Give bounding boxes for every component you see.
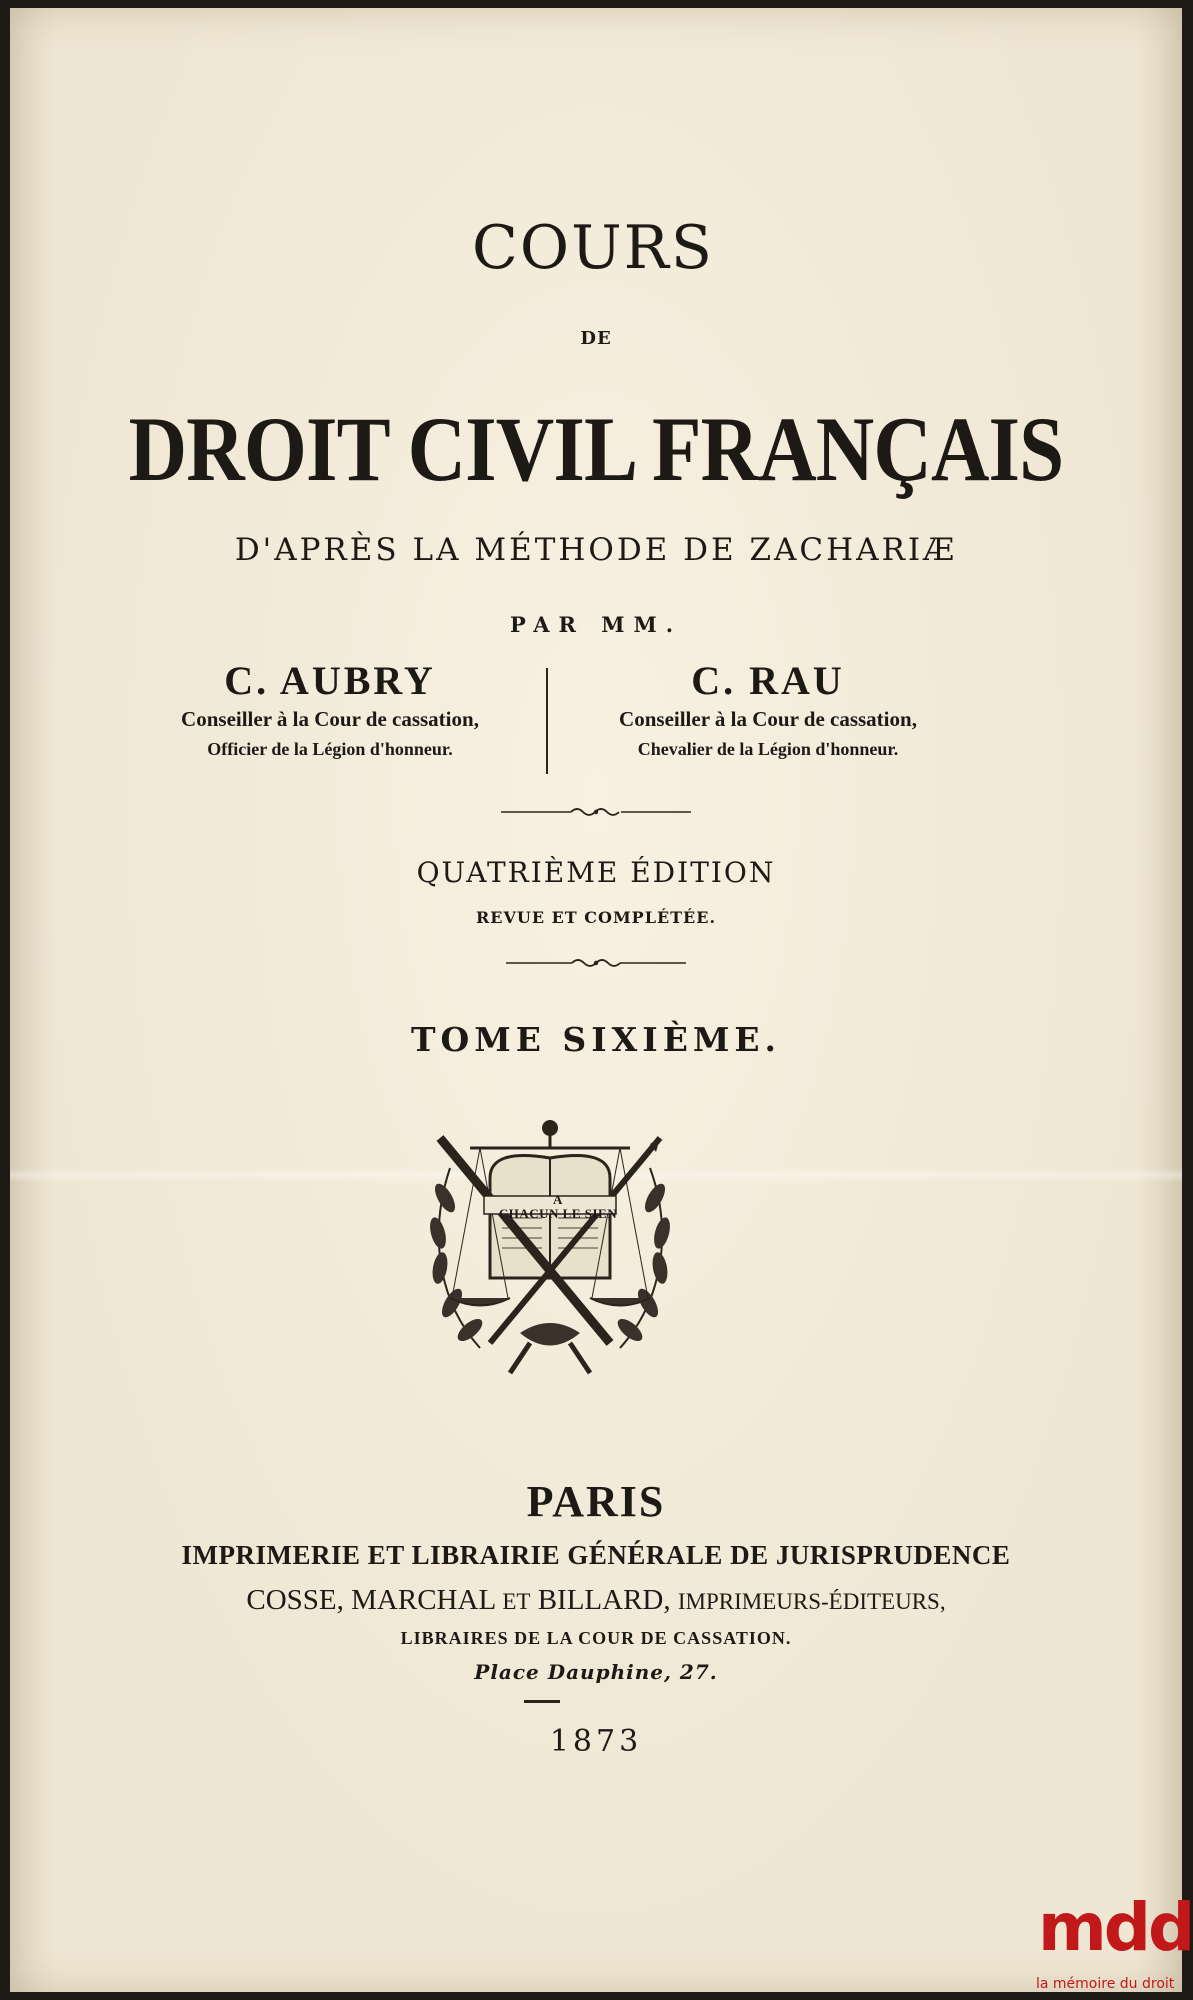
author-honor-line: Chevalier de la Légion d'honneur. [637,739,899,759]
justice-emblem-icon [410,1108,690,1388]
publisher-names: COSSE, MARCHAL [246,1584,503,1616]
author-name: C. RAU [691,658,845,703]
ornament-rule-bottom [10,957,1182,969]
mdd-logo [1030,1888,1193,2000]
publisher-role: IMPRIMEURS-ÉDITEURS, [677,1589,946,1614]
author-aubry [110,658,550,764]
authors-divider [546,668,548,774]
main-title: DROIT CIVIL FRANÇAIS [128,398,1064,500]
emblem-motto [488,1193,628,1221]
ornament-rule-top [10,806,1182,818]
tome-label: TOME SIXIÈME. [410,1020,782,1059]
mdd-logo-mark: mdd [1038,1889,1193,1966]
publisher-billard: BILLARD, [530,1584,678,1616]
publication-year: 1873 [549,1724,643,1759]
publisher-city: PARIS [526,1477,666,1526]
year-rule [524,1700,560,1703]
emblem-motto-top: A [553,1192,563,1207]
mdd-logo-tagline: la mémoire du droit [1036,1976,1175,1992]
publisher-line-1: IMPRIMERIE ET LIBRAIRIE GÉNÉRALE DE JURISPRUDENCE [181,1540,1011,1570]
title-cours: COURS [472,213,714,283]
title-de: DE [580,328,612,349]
subtitle-methode: D'APRÈS LA MÉTHODE DE ZACHARIÆ [234,532,958,568]
publisher-line-2 [10,1584,1182,1617]
author-honor-line: Officier de la Légion d'honneur. [207,739,453,759]
edition-sub: REVUE ET COMPLÉTÉE. [475,908,717,927]
author-name: C. AUBRY [224,658,436,703]
edition-label: QUATRIÈME ÉDITION [416,856,776,889]
author-title-line: Conseiller à la Cour de cassation, [619,707,917,731]
authors-intro: PAR MM. [509,612,683,637]
publisher-address: Place Dauphine, 27. [474,1660,718,1684]
authors-block [10,658,1182,778]
emblem-motto-text: CHACUN LE SIEN [498,1206,618,1221]
author-title-line: Conseiller à la Cour de cassation, [181,707,479,731]
author-rau [548,658,988,764]
publisher-line-3: LIBRAIRES DE LA COUR DE CASSATION. [400,1628,792,1648]
title-page [10,8,1182,1992]
publisher-et: ET [502,1589,531,1614]
